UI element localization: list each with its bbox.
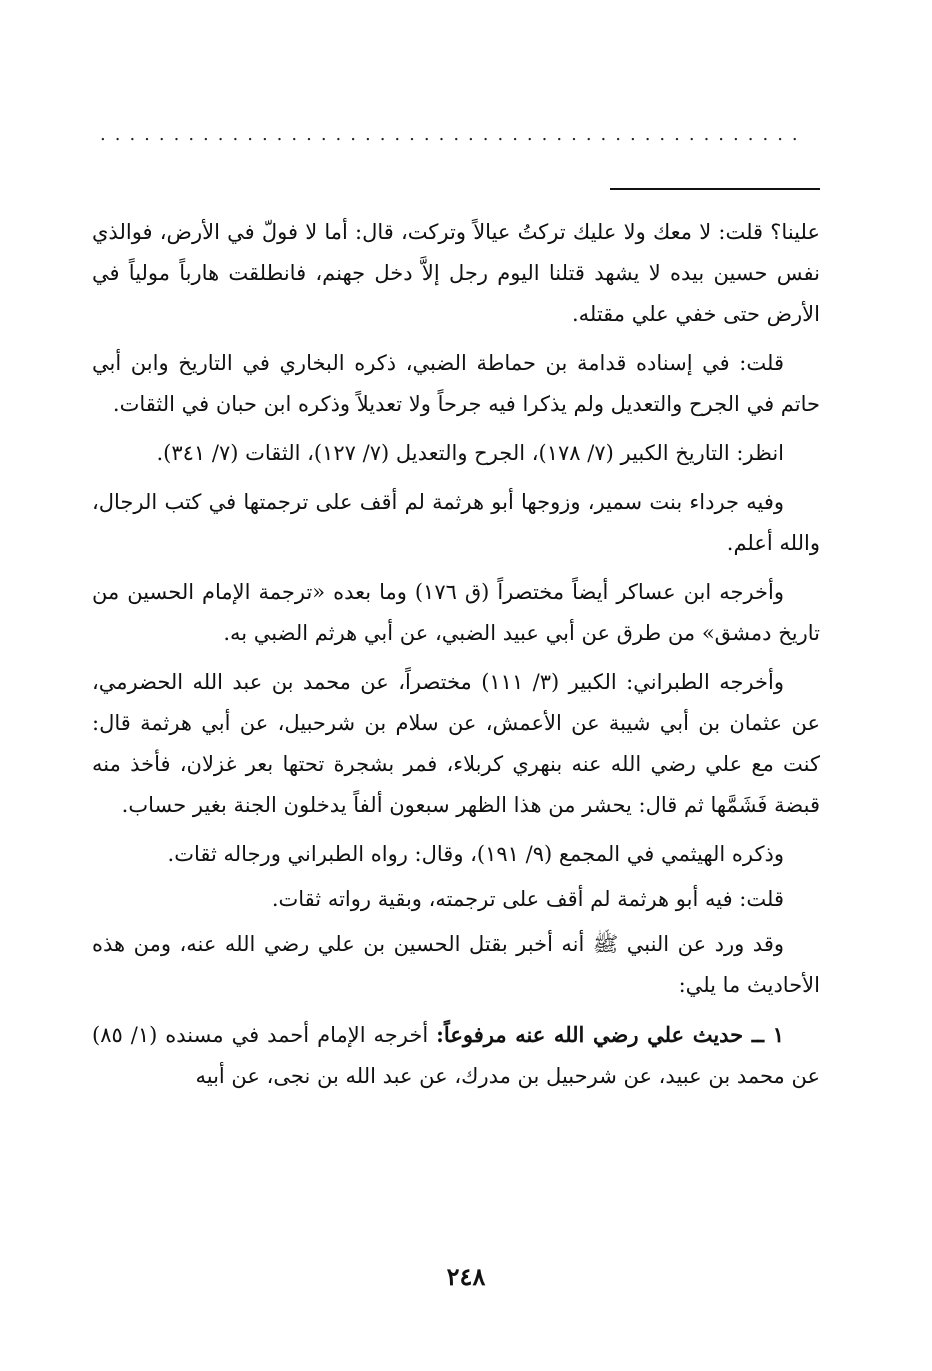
- paragraph: قلت: فيه أبو هرثمة لم أقف على ترجمته، وبقية رواته ثقات.: [271, 887, 784, 911]
- page-content: [92, 212, 820, 1105]
- paragraph: وأخرجه الطبراني: الكبير (٣/ ١١١) مختصراً، عن محمد بن عبد الله الحضرمي، عن عثمان بن أبي شيبة عن الأعمش، عن سلام بن شرحبيل، عن أبي هرثمة قال: كنت مع علي رضي الله عنه بنهري كربلاء، فمر بشجرة تحتها بعر غزلان، فأخذ منه قبضة فَشَمَّها ثم قال: يحشر من هذا الظهر سبعون ألفاً يدخلون الجنة بغير حساب.: [92, 670, 820, 817]
- page-number: ٢٤٨: [446, 1262, 486, 1291]
- hadith-paragraph: [92, 1014, 820, 1097]
- paragraph: وفيه جرداء بنت سمير، وزوجها أبو هرثمة لم أقف على ترجمتها في كتب الرجال، والله أعلم.: [92, 490, 820, 555]
- hadith-heading: ١ ــ حديث علي رضي الله عنه مرفوعاً:: [436, 1022, 784, 1047]
- paragraph: انظر: التاريخ الكبير (٧/ ١٧٨)، الجرح والتعديل (٧/ ١٢٧)، الثقات (٧/ ٣٤١).: [156, 441, 784, 465]
- paragraph: قلت: في إسناده قدامة بن حماطة الضبي، ذكره البخاري في التاريخ وابن أبي حاتم في الجرح والتعديل ولم يذكرا فيه جرحاً ولا تعديلاً وذكره ابن حبان في الثقات.: [92, 351, 820, 416]
- paragraph: وذكره الهيثمي في المجمع (٩/ ١٩١)، وقال: رواه الطبراني ورجاله ثقات.: [167, 842, 784, 866]
- dotted-separator: ................................................: [100, 125, 807, 145]
- hadith-text: أخرجه الإمام أحمد في مسنده (١/ ٨٥) عن محمد بن عبيد، عن شرحبيل بن مدرك، عن عبد الله بن نجى، عن أبيه: [92, 1023, 820, 1088]
- footnote-rule: [610, 188, 820, 190]
- paragraph: وأخرجه ابن عساكر أيضاً مختصراً (ق ١٧٦) وما بعده «ترجمة الإمام الحسين من تاريخ دمشق» من طرق عن أبي عبيد الضبي، عن أبي هرثم الضبي به.: [92, 580, 820, 645]
- paragraph: علينا؟ قلت: لا معك ولا عليك تركتُ عيالاً وتركت، قال: أما لا فولّ في الأرض، فوالذي نفس حسين بيده لا يشهد قتلنا اليوم رجل إلاَّ دخل جهنم، فانطلقت هارباً مولياً في الأرض حتى خفي علي مقتله.: [92, 220, 820, 326]
- paragraph: وقد ورد عن النبي ﷺ أنه أخبر بقتل الحسين بن علي رضي الله عنه، ومن هذه الأحاديث ما يلي:: [92, 932, 820, 997]
